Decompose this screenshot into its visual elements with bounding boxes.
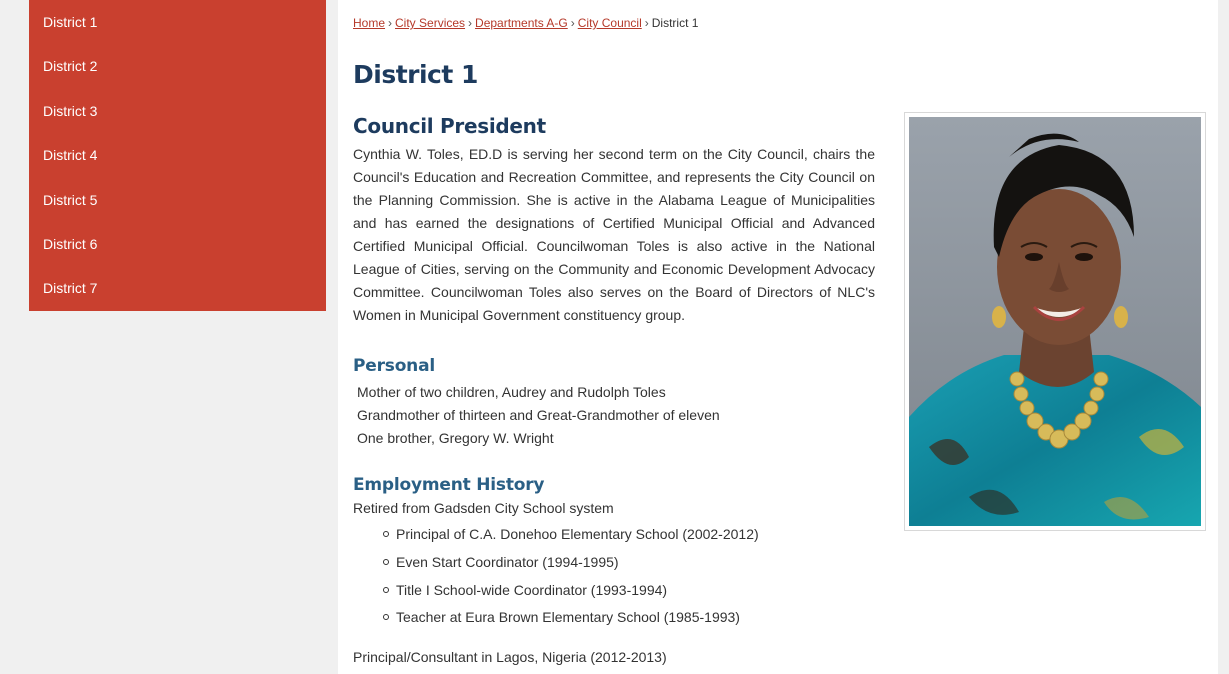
personal-list — [357, 381, 720, 450]
portrait-frame — [904, 112, 1206, 531]
sidebar-item-district-5[interactable]: District 5 — [43, 191, 98, 208]
breadcrumb-separator: › — [570, 16, 575, 30]
personal-heading: Personal — [353, 356, 435, 376]
sidebar-item-district-2[interactable]: District 2 — [43, 58, 98, 75]
sidebar-nav — [29, 0, 326, 311]
employment-item — [383, 606, 759, 634]
breadcrumb-separator: › — [644, 16, 649, 30]
employment-item-text: Even Start Coordinator (1994-1995) — [396, 553, 619, 570]
personal-item: Mother of two children, Audrey and Rudolph Toles — [357, 384, 666, 400]
circle-bullet-icon — [383, 559, 389, 565]
breadcrumb-home[interactable]: Home — [353, 16, 386, 30]
employment-item — [383, 579, 759, 607]
breadcrumb-departments[interactable]: Departments A-G — [475, 16, 568, 30]
bio-paragraph: Cynthia W. Toles, ED.D is serving her second term on the City Council, chairs the Council's Education and Recreation Committee, and represents the City Council on the Planning Commission. She is active in the Alabama League of Municipalities and has earned the designations of Certified Municipal Official and Advanced Certified Municipal Official. Councilwoman Toles is also active in the National League of Cities, serving on the Community and Economic Development Advocacy Committee. Councilwoman Toles also serves on the Board of Directors of NLC's Women in Municipal Government constituency group. — [353, 146, 875, 323]
breadcrumb-separator: › — [388, 16, 393, 30]
circle-bullet-icon — [383, 614, 389, 620]
employment-item — [383, 523, 759, 551]
council-president-heading: Council President — [353, 114, 546, 138]
main-content — [338, 0, 1218, 674]
breadcrumb-city-services[interactable]: City Services — [395, 16, 466, 30]
employment-history-heading: Employment History — [353, 475, 545, 495]
employment-item-text: Principal of C.A. Donehoo Elementary School (2002-2012) — [396, 526, 759, 542]
personal-item: Grandmother of thirteen and Great-Grandmother of eleven — [357, 407, 720, 423]
circle-bullet-icon — [383, 531, 389, 537]
circle-bullet-icon — [383, 587, 389, 593]
employment-item — [383, 551, 759, 579]
breadcrumb-city-council[interactable]: City Council — [577, 16, 642, 30]
employment-list — [383, 523, 759, 634]
breadcrumb-current: District 1 — [651, 16, 699, 30]
sidebar-item-district-1[interactable]: District 1 — [43, 14, 98, 30]
sidebar-item-district-7[interactable]: District 7 — [43, 280, 98, 297]
personal-item: One brother, Gregory W. Wright — [357, 430, 554, 446]
sidebar-item-district-4[interactable]: District 4 — [43, 147, 98, 164]
breadcrumb-separator: › — [468, 16, 473, 30]
employment-item-text: Teacher at Eura Brown Elementary School (1985-1993) — [396, 609, 740, 626]
sidebar-item-district-3[interactable]: District 3 — [43, 102, 98, 119]
breadcrumb — [353, 16, 698, 30]
employment-intro: Retired from Gadsden City School system — [353, 500, 614, 516]
employment-item-text: Title I School-wide Coordinator (1993-1994) — [396, 581, 668, 598]
employment-extra: Principal/Consultant in Lagos, Nigeria (2012-2013) — [353, 649, 667, 665]
portrait-photo — [909, 117, 1201, 526]
sidebar-item-district-6[interactable]: District 6 — [43, 235, 98, 252]
page-title: District 1 — [353, 60, 478, 89]
